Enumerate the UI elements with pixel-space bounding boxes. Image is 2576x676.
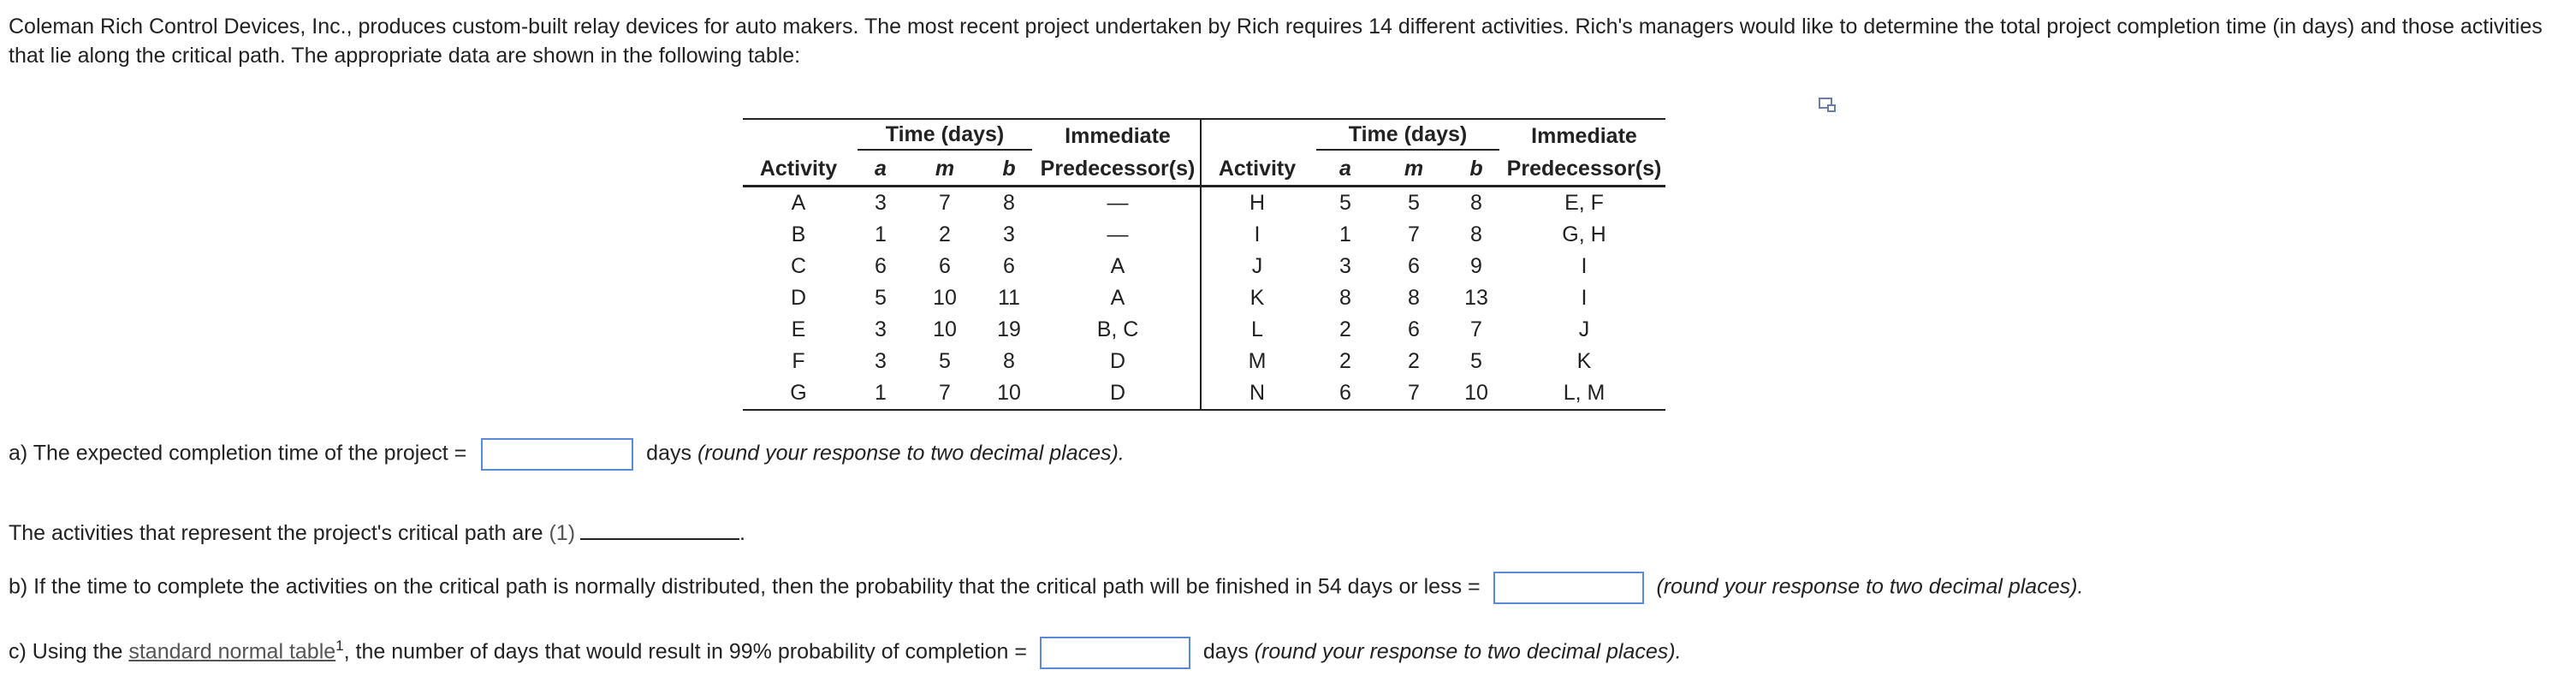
cell-activity: E bbox=[791, 317, 806, 341]
cell-activity: G bbox=[743, 377, 854, 410]
cell-m: 6 bbox=[1408, 254, 1420, 278]
cell-activity: J bbox=[1251, 254, 1263, 278]
activity-table bbox=[743, 118, 1665, 411]
critical-path-question bbox=[9, 519, 745, 548]
question-b-prefix: b) If the time to complete the activities on the critical path is normally distributed, then the probability that the critical path will be finished in 54 days or less = bbox=[9, 574, 1481, 599]
cell-predecessors: K bbox=[1576, 349, 1592, 373]
cell-a: 2 bbox=[1339, 349, 1351, 373]
table-row bbox=[743, 219, 1665, 251]
question-a-hint: (round your response to two decimal places). bbox=[697, 441, 1125, 465]
table-row bbox=[743, 377, 1665, 410]
cell-predecessors: A bbox=[1036, 251, 1201, 282]
cell-a: 6 bbox=[1313, 377, 1378, 410]
problem-intro: Coleman Rich Control Devices, Inc., produces custom-built relay devices for auto makers. The most recent project undertaken by Rich requires 14 different activities. Rich's managers would like to determine the total project completion time (in days) and those activities that lie along the critical path. The appropriate data are shown in the following table: bbox=[9, 15, 2543, 68]
cell-activity: D bbox=[790, 286, 807, 310]
table-row bbox=[743, 282, 1665, 314]
cell-predecessors: L, M bbox=[1503, 377, 1665, 410]
question-c bbox=[9, 632, 1682, 669]
copy-table-icon[interactable] bbox=[1816, 94, 1838, 116]
cell-a: 2 bbox=[1339, 317, 1351, 341]
cell-m: 5 bbox=[939, 349, 951, 373]
question-a-prefix: a) The expected completion time of the project = bbox=[9, 441, 467, 465]
cell-predecessors: J bbox=[1578, 317, 1590, 341]
cell-m: 6 bbox=[1408, 317, 1420, 341]
cell-m: 10 bbox=[933, 286, 957, 310]
cell-a: 5 bbox=[1339, 191, 1351, 215]
cell-predecessors: A bbox=[1036, 282, 1201, 314]
cell-a: 6 bbox=[875, 254, 887, 278]
cell-b: 8 bbox=[1003, 191, 1015, 215]
cell-b: 8 bbox=[1003, 349, 1015, 373]
footnote-marker: 1 bbox=[335, 637, 344, 654]
cell-predecessors: — bbox=[1036, 187, 1201, 220]
cell-m: 7 bbox=[1408, 222, 1420, 246]
cell-b: 11 bbox=[998, 286, 1020, 310]
predecessors-header: Predecessor(s) bbox=[1036, 152, 1201, 187]
cell-activity: F bbox=[792, 349, 805, 373]
a-header-right: a bbox=[1313, 152, 1378, 187]
cell-a: 3 bbox=[875, 191, 887, 215]
cell-b: 10 bbox=[982, 377, 1036, 410]
cell-b: 13 bbox=[1464, 286, 1488, 310]
table-row bbox=[743, 251, 1665, 282]
cell-predecessors: I bbox=[1581, 254, 1588, 278]
cell-activity: H bbox=[1249, 191, 1266, 215]
question-a bbox=[9, 438, 1125, 471]
time-group-header-right: Time (days) bbox=[1316, 122, 1499, 151]
cell-b: 19 bbox=[997, 317, 1021, 341]
a-header: a bbox=[854, 152, 907, 187]
cell-a: 1 bbox=[1339, 222, 1351, 246]
cell-predecessors: D bbox=[1036, 377, 1201, 410]
cell-b: 5 bbox=[1470, 349, 1482, 373]
cell-b: 3 bbox=[1003, 222, 1015, 246]
days-99-input[interactable] bbox=[1040, 637, 1190, 669]
question-a-unit: days bbox=[646, 441, 691, 465]
table-row bbox=[743, 187, 1665, 220]
critical-path-marker: (1) bbox=[549, 521, 576, 545]
cell-predecessors: — bbox=[1036, 219, 1201, 251]
cell-predecessors: E, F bbox=[1564, 191, 1604, 215]
question-b-hint: (round your response to two decimal places). bbox=[1656, 574, 2084, 599]
question-c-middle: , the number of days that would result in 99% probability of completion = bbox=[343, 639, 1027, 664]
critical-path-prefix: The activities that represent the project's critical path are bbox=[9, 521, 543, 545]
cell-b: 7 bbox=[1470, 317, 1482, 341]
b-header: b bbox=[982, 152, 1036, 187]
cell-m: 8 bbox=[1408, 286, 1420, 310]
cell-activity: I bbox=[1254, 222, 1261, 246]
cell-activity: B bbox=[791, 222, 806, 246]
activity-header: Activity bbox=[743, 152, 854, 187]
immediate-header-right: Immediate bbox=[1531, 123, 1637, 148]
cell-predecessors: D bbox=[1036, 346, 1201, 377]
cell-m: 6 bbox=[939, 254, 951, 278]
cell-b: 8 bbox=[1470, 222, 1482, 246]
time-group-header: Time (days) bbox=[858, 122, 1032, 151]
cell-b: 6 bbox=[1003, 254, 1015, 278]
question-c-prefix: c) Using the bbox=[9, 639, 123, 664]
probability-input[interactable] bbox=[1493, 572, 1644, 604]
cell-predecessors: I bbox=[1581, 286, 1588, 310]
activity-header-right: Activity bbox=[1201, 152, 1313, 187]
completion-time-input[interactable] bbox=[481, 438, 633, 471]
cell-m: 7 bbox=[907, 377, 982, 410]
immediate-header: Immediate bbox=[1036, 119, 1201, 152]
table-row bbox=[743, 346, 1665, 377]
standard-normal-table-link[interactable]: standard normal table bbox=[128, 639, 336, 664]
cell-activity: N bbox=[1201, 377, 1313, 410]
cell-a: 1 bbox=[875, 222, 887, 246]
cell-a: 3 bbox=[875, 317, 887, 341]
cell-activity: M bbox=[1248, 349, 1267, 373]
question-c-unit: days bbox=[1202, 639, 1249, 664]
cell-a: 3 bbox=[875, 349, 887, 373]
m-header: m bbox=[907, 152, 982, 187]
cell-m: 2 bbox=[939, 222, 951, 246]
cell-activity: A bbox=[791, 191, 806, 215]
critical-path-dropdown[interactable] bbox=[580, 519, 739, 540]
cell-m: 7 bbox=[1378, 377, 1450, 410]
cell-activity: L bbox=[1251, 317, 1263, 341]
table-row bbox=[743, 314, 1665, 346]
question-b bbox=[9, 572, 2083, 604]
predecessors-header-right: Predecessor(s) bbox=[1503, 152, 1665, 187]
cell-activity: K bbox=[1249, 286, 1265, 310]
critical-path-suffix: . bbox=[739, 521, 745, 545]
cell-a: 1 bbox=[854, 377, 907, 410]
cell-m: 10 bbox=[933, 317, 957, 341]
cell-predecessors: G, H bbox=[1562, 222, 1606, 246]
cell-m: 5 bbox=[1408, 191, 1420, 215]
cell-a: 5 bbox=[875, 286, 887, 310]
cell-b: 8 bbox=[1470, 191, 1482, 215]
cell-b: 10 bbox=[1450, 377, 1503, 410]
b-header-right: b bbox=[1450, 152, 1503, 187]
cell-m: 7 bbox=[939, 191, 951, 215]
question-c-hint: (round your response to two decimal places). bbox=[1254, 639, 1682, 664]
cell-m: 2 bbox=[1408, 349, 1420, 373]
cell-activity: C bbox=[790, 254, 807, 278]
cell-a: 8 bbox=[1339, 286, 1351, 310]
cell-b: 9 bbox=[1470, 254, 1482, 278]
cell-a: 3 bbox=[1339, 254, 1351, 278]
cell-predecessors: B, C bbox=[1036, 314, 1201, 346]
m-header-right: m bbox=[1378, 152, 1450, 187]
